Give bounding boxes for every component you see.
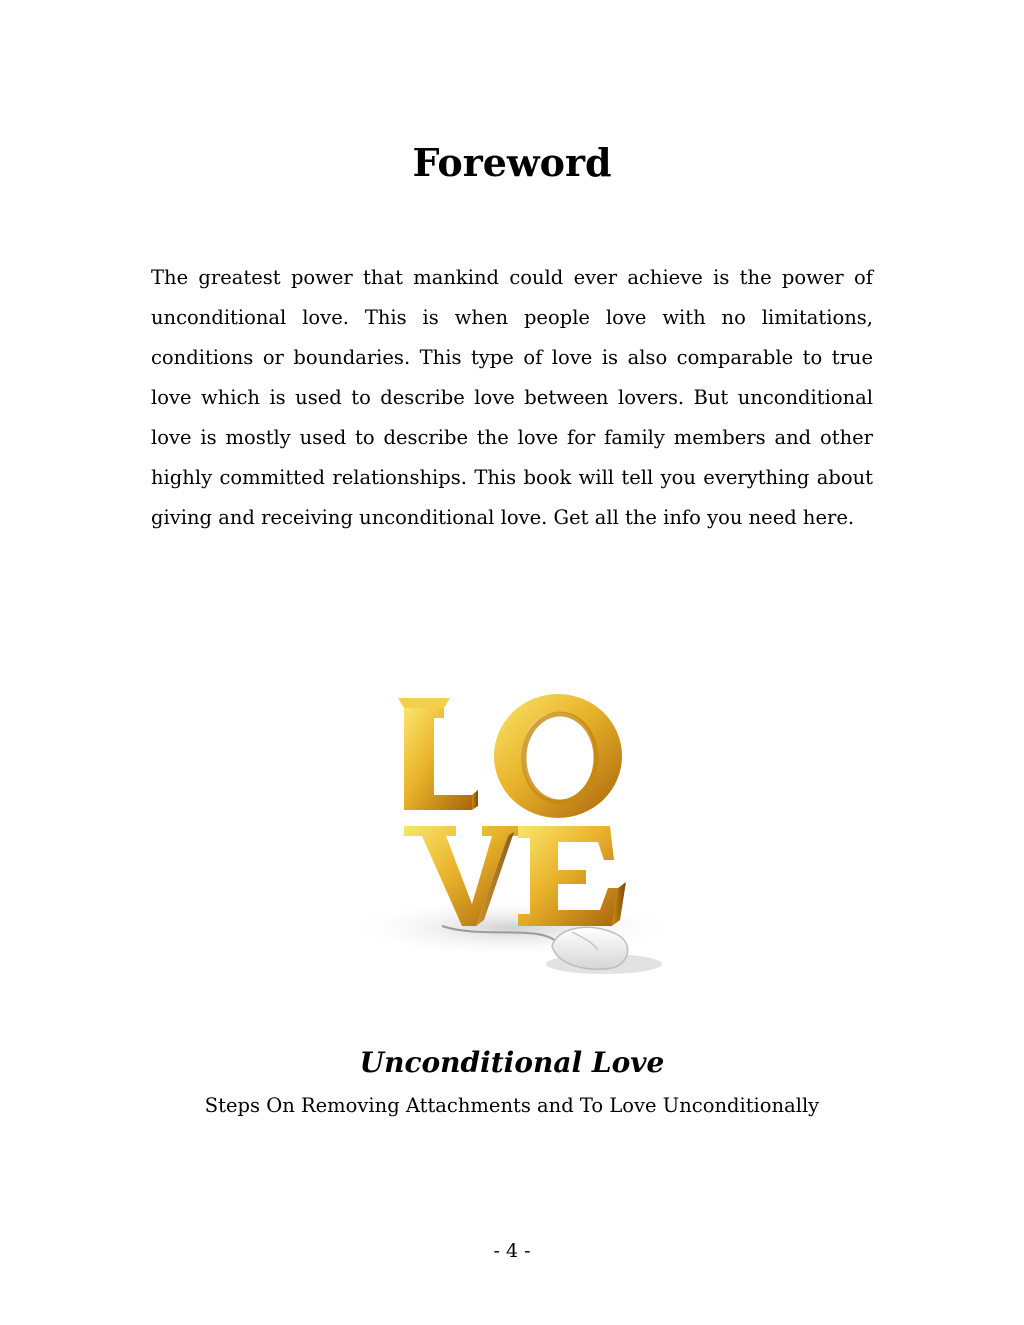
foreword-paragraph: The greatest power that mankind could ever achieve is the power of unconditional love. This is when people love with no limitations, conditions or boundaries. This type of love is also comparable to true love which is used to describe love between lovers. But unconditional love is mostly used to describe the love for family members and other highly committed relationships. This book will tell you everything about giving and receiving unconditional love. Get all the info you need here. xyxy=(151,266,873,529)
page-number: - 4 - xyxy=(493,1240,531,1262)
book-title: Unconditional Love xyxy=(359,1046,665,1079)
letter-l xyxy=(398,698,478,810)
letter-o xyxy=(494,694,622,818)
love-letters-icon xyxy=(322,620,702,990)
love-image xyxy=(322,620,702,990)
page-title: Foreword xyxy=(412,140,612,185)
letter-e xyxy=(518,826,626,926)
book-subtitle: Steps On Removing Attachments and To Love Unconditionally xyxy=(204,1094,820,1117)
